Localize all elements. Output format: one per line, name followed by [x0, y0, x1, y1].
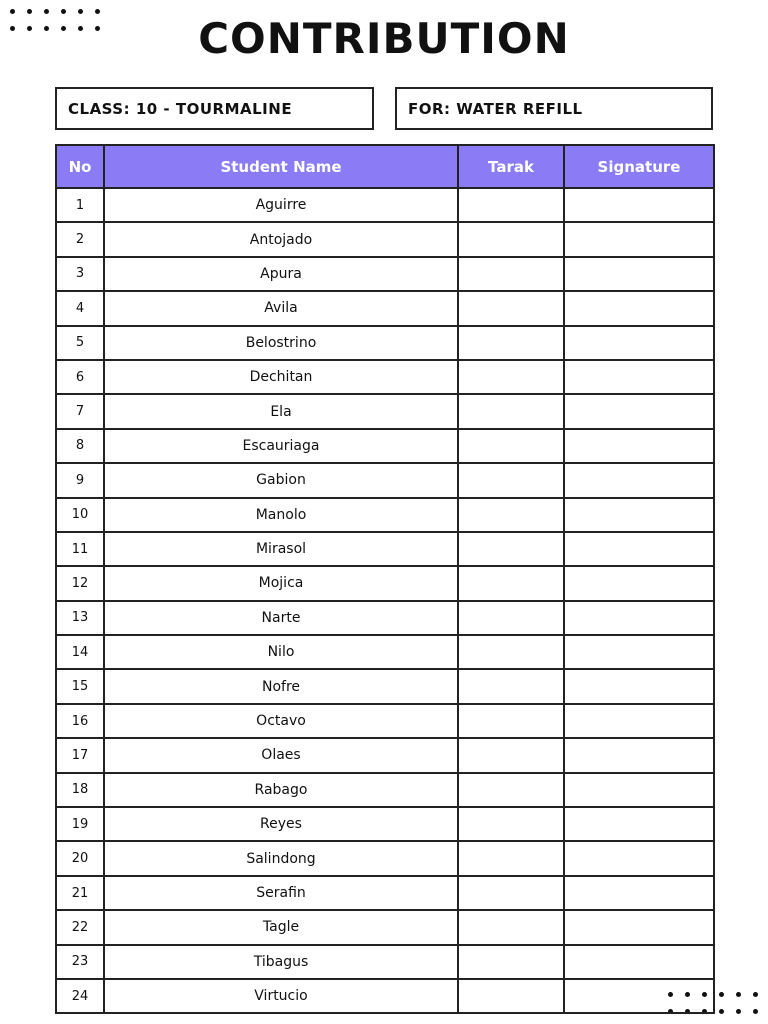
signature-cell[interactable] [564, 841, 714, 875]
signature-cell[interactable] [564, 945, 714, 979]
student-name: Virtucio [104, 979, 458, 1013]
dot-icon [719, 1009, 724, 1014]
tarak-cell[interactable] [458, 566, 564, 600]
header-student-name: Student Name [104, 145, 458, 188]
student-name: Narte [104, 601, 458, 635]
table-row [56, 394, 714, 428]
tarak-cell[interactable] [458, 326, 564, 360]
row-number: 14 [56, 635, 104, 669]
tarak-cell[interactable] [458, 291, 564, 325]
tarak-cell[interactable] [458, 841, 564, 875]
table-row [56, 979, 714, 1013]
signature-cell[interactable] [564, 498, 714, 532]
signature-cell[interactable] [564, 394, 714, 428]
signature-cell[interactable] [564, 807, 714, 841]
student-name: Apura [104, 257, 458, 291]
student-name: Octavo [104, 704, 458, 738]
student-name: Rabago [104, 773, 458, 807]
table-row [56, 876, 714, 910]
signature-cell[interactable] [564, 979, 714, 1013]
dot-icon [719, 992, 724, 997]
row-number: 13 [56, 601, 104, 635]
purpose-box: FOR: WATER REFILL [395, 87, 713, 130]
row-number: 24 [56, 979, 104, 1013]
row-number: 11 [56, 532, 104, 566]
row-number: 10 [56, 498, 104, 532]
row-number: 18 [56, 773, 104, 807]
tarak-cell[interactable] [458, 532, 564, 566]
student-name: Avila [104, 291, 458, 325]
table-row [56, 773, 714, 807]
tarak-cell[interactable] [458, 257, 564, 291]
table-row [56, 257, 714, 291]
header-no: No [56, 145, 104, 188]
signature-cell[interactable] [564, 429, 714, 463]
row-number: 6 [56, 360, 104, 394]
row-number: 12 [56, 566, 104, 600]
student-name: Olaes [104, 738, 458, 772]
table-row [56, 291, 714, 325]
student-name: Mojica [104, 566, 458, 600]
student-name: Aguirre [104, 188, 458, 222]
table-row [56, 498, 714, 532]
table-row [56, 188, 714, 222]
signature-cell[interactable] [564, 222, 714, 256]
row-number: 2 [56, 222, 104, 256]
table-body [56, 188, 714, 1013]
tarak-cell[interactable] [458, 704, 564, 738]
table-row [56, 910, 714, 944]
tarak-cell[interactable] [458, 222, 564, 256]
row-number: 23 [56, 945, 104, 979]
tarak-cell[interactable] [458, 635, 564, 669]
signature-cell[interactable] [564, 360, 714, 394]
row-number: 4 [56, 291, 104, 325]
row-number: 8 [56, 429, 104, 463]
tarak-cell[interactable] [458, 394, 564, 428]
row-number: 20 [56, 841, 104, 875]
student-name: Nofre [104, 669, 458, 703]
student-name: Antojado [104, 222, 458, 256]
student-name: Ela [104, 394, 458, 428]
student-name: Belostrino [104, 326, 458, 360]
row-number: 21 [56, 876, 104, 910]
student-name: Mirasol [104, 532, 458, 566]
table-row [56, 222, 714, 256]
table-row [56, 841, 714, 875]
table-row [56, 601, 714, 635]
student-name: Nilo [104, 635, 458, 669]
tarak-cell[interactable] [458, 463, 564, 497]
row-number: 22 [56, 910, 104, 944]
signature-cell[interactable] [564, 566, 714, 600]
contribution-table [55, 144, 715, 1014]
tarak-cell[interactable] [458, 738, 564, 772]
tarak-cell[interactable] [458, 188, 564, 222]
signature-cell[interactable] [564, 669, 714, 703]
row-number: 16 [56, 704, 104, 738]
student-name: Escauriaga [104, 429, 458, 463]
page-title: CONTRIBUTION [198, 14, 570, 63]
signature-cell[interactable] [564, 291, 714, 325]
row-number: 15 [56, 669, 104, 703]
signature-cell[interactable] [564, 910, 714, 944]
signature-cell[interactable] [564, 876, 714, 910]
tarak-cell[interactable] [458, 360, 564, 394]
signature-cell[interactable] [564, 257, 714, 291]
student-name: Salindong [104, 841, 458, 875]
tarak-cell[interactable] [458, 601, 564, 635]
student-name: Dechitan [104, 360, 458, 394]
table-row [56, 532, 714, 566]
table-row [56, 429, 714, 463]
signature-cell[interactable] [564, 773, 714, 807]
signature-cell[interactable] [564, 532, 714, 566]
dot-icon [753, 1009, 758, 1014]
row-number: 3 [56, 257, 104, 291]
table-row [56, 326, 714, 360]
tarak-cell[interactable] [458, 669, 564, 703]
tarak-cell[interactable] [458, 807, 564, 841]
signature-cell[interactable] [564, 738, 714, 772]
student-name: Serafin [104, 876, 458, 910]
tarak-cell[interactable] [458, 945, 564, 979]
row-number: 19 [56, 807, 104, 841]
dot-icon [736, 992, 741, 997]
signature-cell[interactable] [564, 704, 714, 738]
signature-cell[interactable] [564, 635, 714, 669]
student-name: Manolo [104, 498, 458, 532]
table-row [56, 945, 714, 979]
row-number: 9 [56, 463, 104, 497]
tarak-cell[interactable] [458, 498, 564, 532]
table-header-row [56, 145, 714, 188]
tarak-cell[interactable] [458, 429, 564, 463]
table-row [56, 635, 714, 669]
signature-cell[interactable] [564, 326, 714, 360]
row-number: 7 [56, 394, 104, 428]
signature-cell[interactable] [564, 188, 714, 222]
table-row [56, 360, 714, 394]
student-name: Reyes [104, 807, 458, 841]
tarak-cell[interactable] [458, 979, 564, 1013]
table-row [56, 704, 714, 738]
signature-cell[interactable] [564, 463, 714, 497]
student-name: Tagle [104, 910, 458, 944]
class-box: CLASS: 10 - TOURMALINE [55, 87, 374, 130]
tarak-cell[interactable] [458, 876, 564, 910]
signature-cell[interactable] [564, 601, 714, 635]
dot-icon [753, 992, 758, 997]
table-row [56, 566, 714, 600]
table-row [56, 807, 714, 841]
student-name: Tibagus [104, 945, 458, 979]
table-row [56, 669, 714, 703]
header-signature: Signature [564, 145, 714, 188]
row-number: 17 [56, 738, 104, 772]
row-number: 5 [56, 326, 104, 360]
tarak-cell[interactable] [458, 910, 564, 944]
table-row [56, 738, 714, 772]
student-name: Gabion [104, 463, 458, 497]
dot-icon [736, 1009, 741, 1014]
tarak-cell[interactable] [458, 773, 564, 807]
header-tarak: Tarak [458, 145, 564, 188]
table-row [56, 463, 714, 497]
row-number: 1 [56, 188, 104, 222]
